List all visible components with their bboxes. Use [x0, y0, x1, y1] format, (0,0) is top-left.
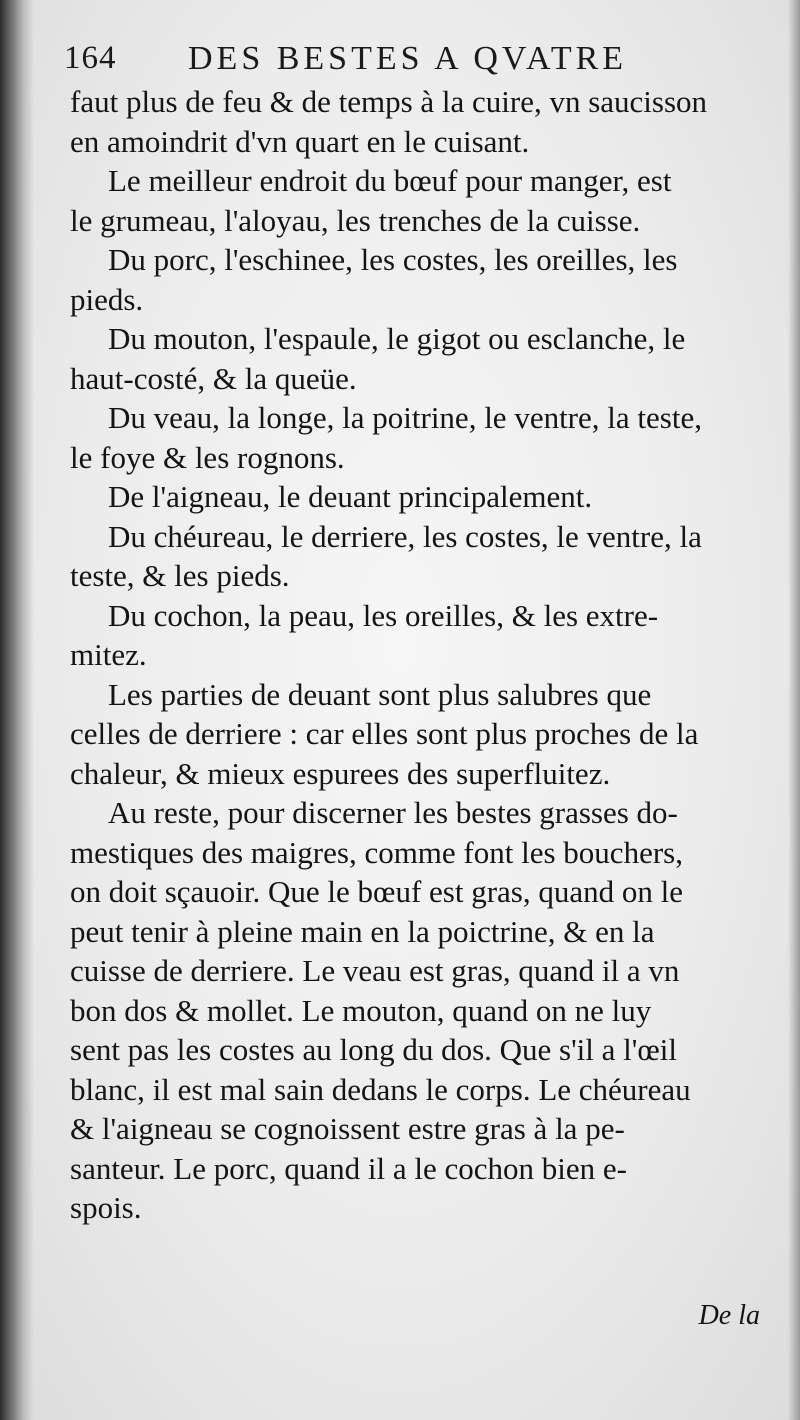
text-line: le foye & les rognons. — [70, 439, 345, 475]
text-line: celles de derriere : car elles sont plus proches de la — [70, 716, 699, 751]
text-line: chaleur, & mieux espurees des superfluitez. — [70, 755, 611, 791]
text-line: bon dos & mollet. Le mouton, quand on ne luy — [70, 992, 652, 1028]
text-line: haut-costé, & la queüe. — [70, 360, 357, 396]
text-line: mestiques des maigres, comme font les bouchers, — [70, 834, 683, 870]
text-line: on doit sçauoir. Que le bœuf est gras, quand on le — [70, 874, 683, 909]
catchword: De la — [698, 1300, 760, 1331]
text-line: De l'aigneau, le deuant principalement. — [108, 479, 593, 514]
page-number: 164 — [64, 40, 117, 76]
text-line: Du mouton, l'espaule, le gigot ou esclanche, le — [108, 321, 686, 356]
text-line: Le meilleur endroit du bœuf pour manger, est — [108, 163, 672, 198]
body-text — [70, 82, 770, 1228]
text-line: santeur. Le porc, quand il a le cochon bien e- — [70, 1150, 627, 1186]
text-line: Du porc, l'eschinee, les costes, les oreilles, les — [108, 242, 678, 277]
text-line: le grumeau, l'aloyau, les trenches de la cuisse. — [70, 202, 641, 238]
text-line: Du cochon, la peau, les oreilles, & les extre- — [108, 597, 659, 633]
text-line: blanc, il est mal sain dedans le corps. Le chéureau — [70, 1071, 691, 1107]
text-line: spois. — [70, 1190, 142, 1225]
spine-shadow — [0, 0, 34, 1420]
text-line: cuisse de derriere. Le veau est gras, quand il a vn — [70, 953, 680, 988]
text-line: Du chéureau, le derriere, les costes, le ventre, la — [108, 518, 702, 554]
text-line: Du veau, la longe, la poitrine, le ventre, la teste, — [108, 400, 702, 435]
text-line: teste, & les pieds. — [70, 558, 290, 593]
text-line: en amoindrit d'vn quart en le cuisant. — [70, 123, 530, 159]
text-line: mitez. — [70, 637, 147, 672]
text-line: Les parties de deuant sont plus salubres que — [108, 676, 652, 712]
text-line: sent pas les costes au long du dos. Que s'il a l'œil — [70, 1032, 677, 1067]
text-line: Au reste, pour discerner les bestes grasses do- — [108, 795, 678, 830]
text-line: & l'aigneau se cognoissent estre gras à la pe- — [70, 1111, 625, 1146]
page-edge-shadow — [788, 0, 800, 1420]
running-title: DES BESTES A QVATRE — [188, 40, 628, 77]
text-line: faut plus de feu & de temps à la cuire, vn saucisson — [70, 84, 708, 119]
text-line: peut tenir à pleine main en la poictrine, & en la — [70, 913, 655, 949]
text-line: pieds. — [70, 281, 144, 317]
